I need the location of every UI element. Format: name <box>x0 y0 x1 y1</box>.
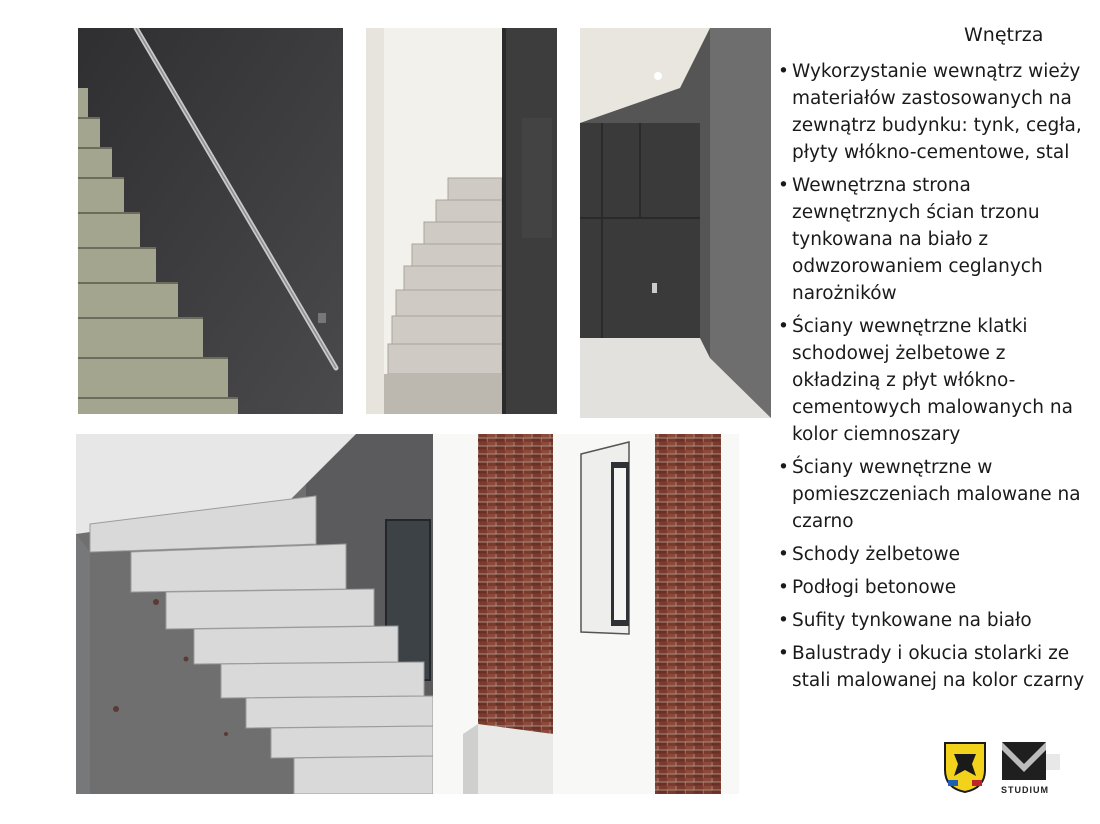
bullet-item: • Sufity tynkowane na biało <box>776 607 1086 634</box>
bullet-item: • Wewnętrzna strona zewnętrznych ścian trzonu tynkowana na biało z odwzorowaniem ceglanych narożników <box>776 172 1086 307</box>
coat-of-arms-icon <box>942 740 988 794</box>
bullet-item: • Ściany wewnętrzne w pomieszczeniach malowane na czarno <box>776 454 1086 535</box>
photo-white-stairwell <box>366 28 502 414</box>
render-brick-corners-window <box>433 434 739 794</box>
photo-stairs-handrail <box>78 28 343 414</box>
photo-dark-panel-corridor <box>580 28 771 418</box>
bullet-item: • Wykorzystanie wewnątrz wieży materiałów zastosowanych na zewnątrz budynku: tynk, cegła, płyty włókno-cementowe, stal <box>776 58 1086 166</box>
bullet-item: • Schody żelbetowe <box>776 541 1086 568</box>
studio-label: STUDIUM <box>1001 785 1049 795</box>
bullet-item: • Ściany wewnętrzne klatki schodowej żelbetowe z okładziną z płyt włókno-cementowych malowanych na kolor ciemnoszary <box>776 313 1086 448</box>
render-concrete-stairs <box>76 434 433 794</box>
bullet-item: • Podłogi betonowe <box>776 574 1086 601</box>
photo-dark-wall-panel <box>502 28 557 414</box>
bullet-list <box>776 58 1086 700</box>
slide-title: Wnętrza <box>964 24 1044 46</box>
bullet-item: • Balustrady i okucia stolarki ze stali malowanej na kolor czarny <box>776 640 1086 694</box>
